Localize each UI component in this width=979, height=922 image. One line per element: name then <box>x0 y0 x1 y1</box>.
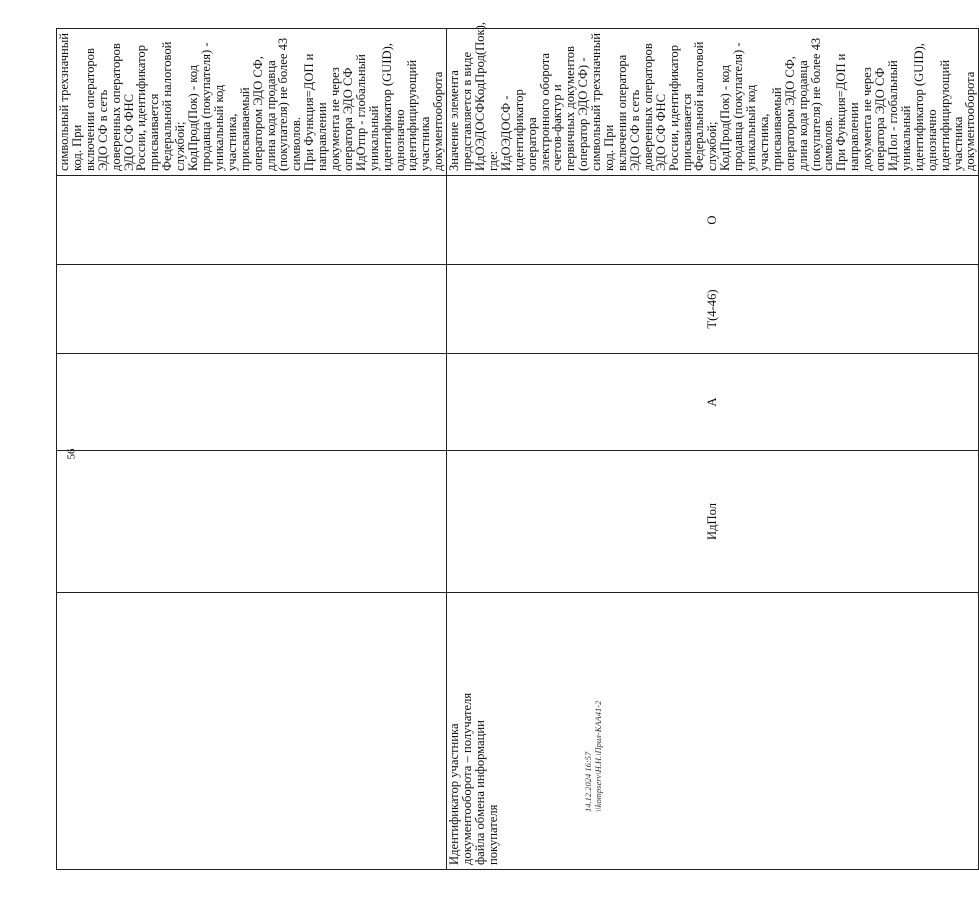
footer-path: \\kompserv\Н.Н.\Прил-КАА41-2 <box>593 700 603 812</box>
footer-date: 14.12.2024 16:57 <box>583 751 593 812</box>
element-type: A <box>705 397 720 407</box>
table-row-idpol <box>447 29 979 870</box>
cell-description-continuation <box>57 29 447 176</box>
requirements-table <box>56 22 979 870</box>
cell-name-empty <box>57 593 447 870</box>
rotated-table-frame <box>56 22 978 870</box>
element-description: Значение элемента представляется в виде ИдОЭДОСФКодПрод(Пок), где: ИдОЭДОСФ - идентификатор оператора электронного оборота счетов-фактур и первичных документов (оператор ЭДО СФ) - символьный трехзначный код. При включении оператора ЭДО СФ в сеть доверенных операторов ЭДО СФ ФНС России, идентификатор присваивается Федеральной налоговой службой; КодПрод(Пок) - код продавца (покупателя) - уникальный код участника, присваиваемый оператором ЭДО СФ, длина кода продавца (покупателя) не более 43 символов. При Функция=ДОП и направлении документа не через оператора ЭДО СФ ИдПол - глобальный уникальный идентификатор (GUID), однозначно идентифицирующий участника документооборота <box>447 22 978 171</box>
cell-required-empty <box>57 176 447 265</box>
cell-element-name <box>447 593 979 870</box>
element-required: О <box>705 215 720 225</box>
cell-format-empty <box>57 265 447 354</box>
cell-element-type <box>447 354 979 451</box>
cell-element-format <box>447 265 979 354</box>
cell-element-description <box>447 22 979 176</box>
cell-code-empty <box>57 448 447 593</box>
element-name: Идентификатор участника документооборота – получателя файла обмена информации покупателя <box>447 692 500 865</box>
page-number: 56 <box>65 448 78 460</box>
element-code: ИдПол <box>705 503 720 541</box>
description-text: символьный трехзначный код. При включении операторов ЭДО СФ в сеть доверенных операторов ЭДО СФ ФНС России, идентификатор присваивается Федеральной налоговой службой; КодПрод(Пок) - код продавца (покупателя) - уникальный код участника, присваиваемый оператором ЭДО СФ, длина кода продавца (покупателя) не более 43 символов. При Функция=ДОП и направлении документа не через оператора ЭДО СФ ИдОтпр - глобальный уникальный идентификатор (GUID), однозначно идентифицирующий участника документооборота <box>57 33 446 171</box>
element-format: T(4-46) <box>705 289 720 329</box>
cell-element-required <box>447 176 979 265</box>
cell-element-code <box>447 451 979 593</box>
footer-stamp <box>583 672 603 812</box>
table-row-continuation <box>57 29 447 870</box>
cell-type-empty <box>57 354 447 451</box>
